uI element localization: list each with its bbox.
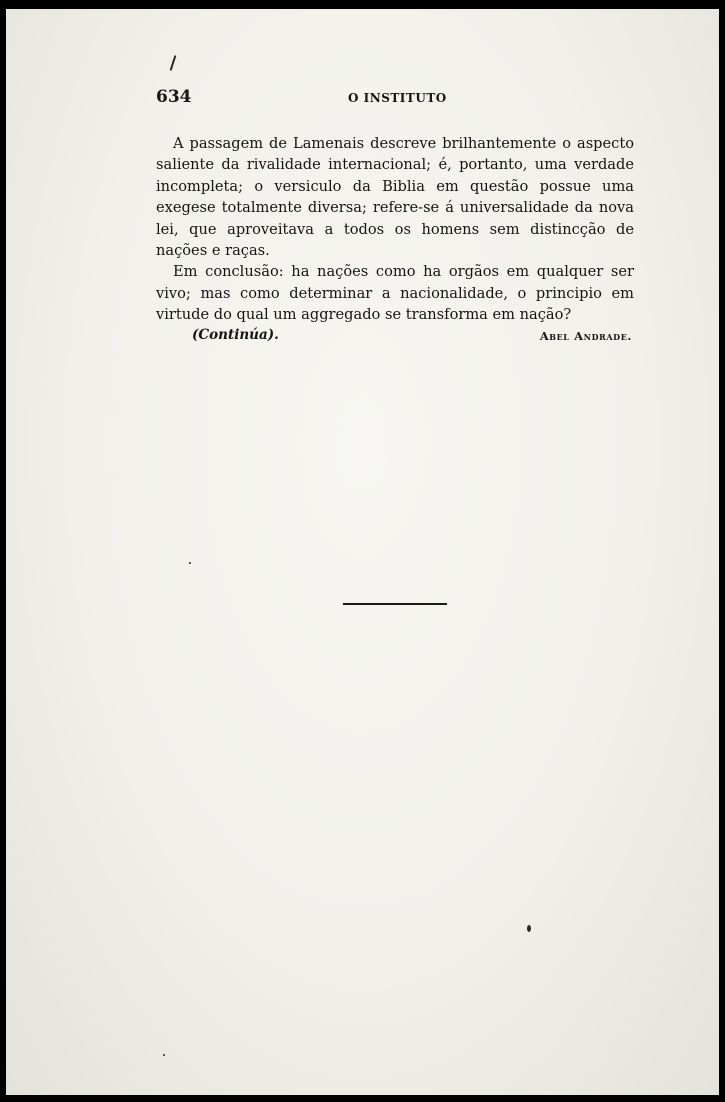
ink-speck	[527, 925, 531, 932]
paragraph: A passagem de Lamenais descreve brilhantemente o aspecto saliente da rivalidade internacional; é, portanto, uma verdade incompleta; o versiculo da Biblia em questão possue uma exegese totalmente diversa; refere-se á universalidade da nova lei, que aproveitava a todos os homens sem distincção de nações e raças.	[156, 135, 634, 260]
page-number: 634	[156, 87, 192, 107]
paragraph: Em conclusão: ha nações como ha orgãos em qualquer ser vivo; mas como determinar a nacionalidade, o principio em virtude do qual um aggregado se transforma em nação?	[156, 263, 634, 324]
body-text	[156, 133, 634, 326]
document-page	[6, 9, 719, 1095]
author-signature: Abel Andrade.	[539, 329, 632, 343]
running-head	[156, 87, 596, 117]
ink-speck	[189, 562, 191, 564]
section-divider	[343, 603, 447, 605]
ink-speck	[170, 55, 177, 71]
continuation-note: (Continúa).	[192, 327, 279, 343]
running-title: O INSTITUTO	[348, 91, 447, 105]
article-footer	[156, 327, 634, 349]
ink-speck	[163, 1054, 165, 1056]
